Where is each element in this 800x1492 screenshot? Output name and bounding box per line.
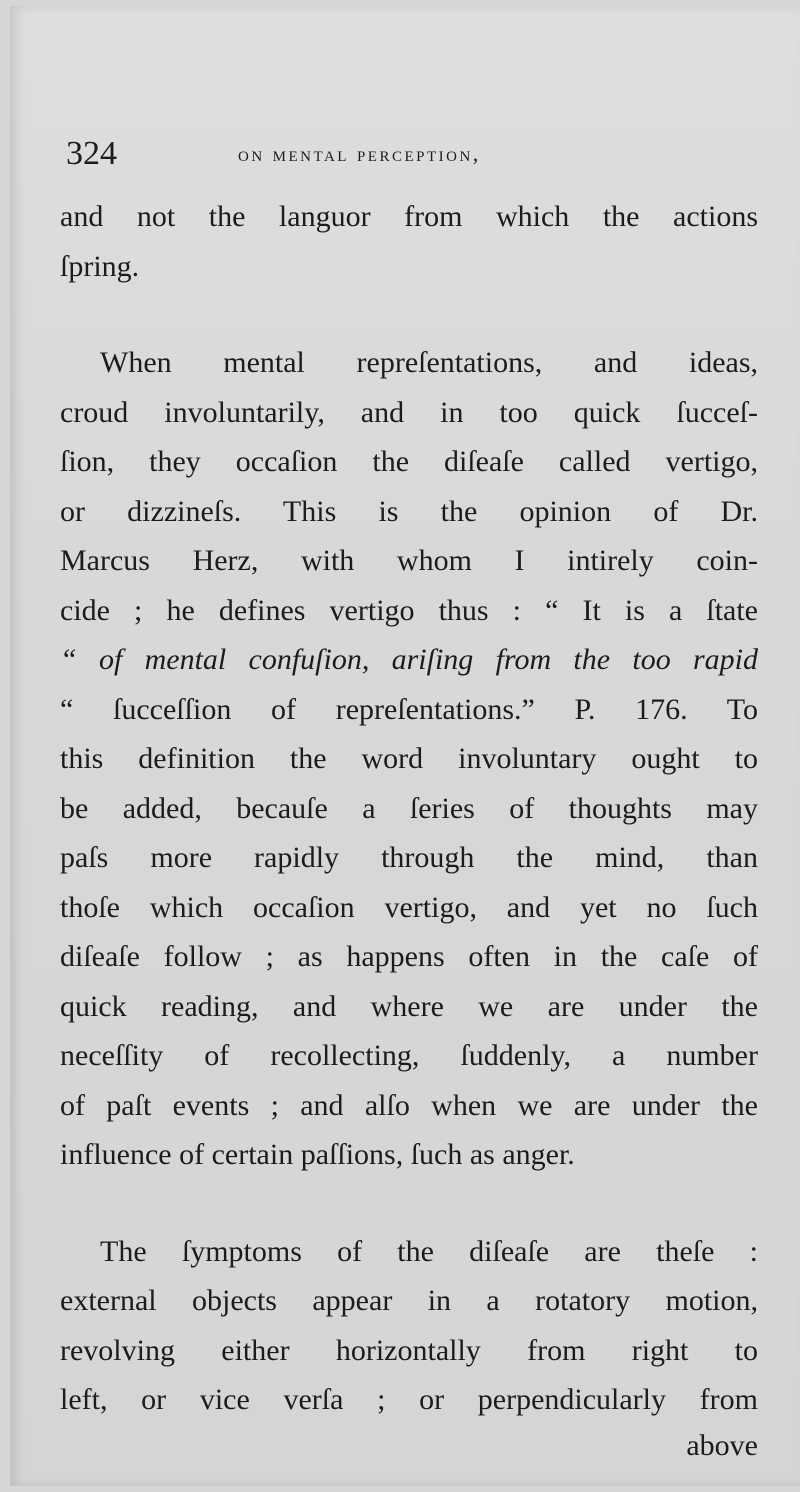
text-line: be added, becauſe a ſeries of thoughts may <box>60 791 758 825</box>
text-line: quick reading, and where we are under the <box>60 989 758 1023</box>
page-header <box>66 134 756 174</box>
catchword: above <box>686 1429 758 1462</box>
text-line: of paſt events ; and alſo when we are under the <box>60 1088 758 1122</box>
text-line: paſs more rapidly through the mind, than <box>60 841 758 874</box>
text-line: influence of certain paſſions, ſuch as anger. <box>60 1138 575 1171</box>
paragraph <box>60 1227 758 1425</box>
text-line: and not the languor from which the actions <box>60 200 758 233</box>
paragraph <box>60 338 758 1180</box>
paragraph <box>60 192 758 291</box>
text-line: or dizzineſs. This is the opinion of Dr. <box>60 494 758 528</box>
text-line: “ of mental confuſion, ariſing from the too rapid <box>60 643 758 676</box>
text-line: ſpring. <box>60 249 140 283</box>
text-line: diſeaſe follow ; as happens often in the caſe of <box>60 940 758 973</box>
text-line: ſion, they occaſion the diſeaſe called vertigo, <box>60 445 758 478</box>
text-line: this definition the word involuntary ought to <box>60 742 758 775</box>
book-page <box>10 6 800 1486</box>
text-line: When mental repreſentations, and ideas, <box>100 346 758 379</box>
text-line: croud involuntarily, and in too quick ſucceſ- <box>60 395 758 429</box>
text-line: neceſſity of recollecting, ſuddenly, a number <box>60 1039 758 1072</box>
page-number: 324 <box>66 135 117 172</box>
text-line: cide ; he defines vertigo thus : “ It is a ſtate <box>60 593 758 627</box>
text-line: Marcus Herz, with whom I intirely coin- <box>60 544 758 577</box>
running-head: on mental perception, <box>238 141 481 166</box>
text-line: external objects appear in a rotatory motion, <box>60 1284 758 1317</box>
page-body <box>60 192 758 1472</box>
text-line: “ ſucceſſion of repreſentations.” P. 176. To <box>60 692 758 726</box>
text-line: The ſymptoms of the diſeaſe are theſe : <box>100 1234 758 1268</box>
text-line: revolving either horizontally from right to <box>60 1333 758 1367</box>
text-line: left, or vice verſa ; or perpendicularly from <box>60 1383 758 1416</box>
text-line: thoſe which occaſion vertigo, and yet no ſuch <box>60 890 758 924</box>
